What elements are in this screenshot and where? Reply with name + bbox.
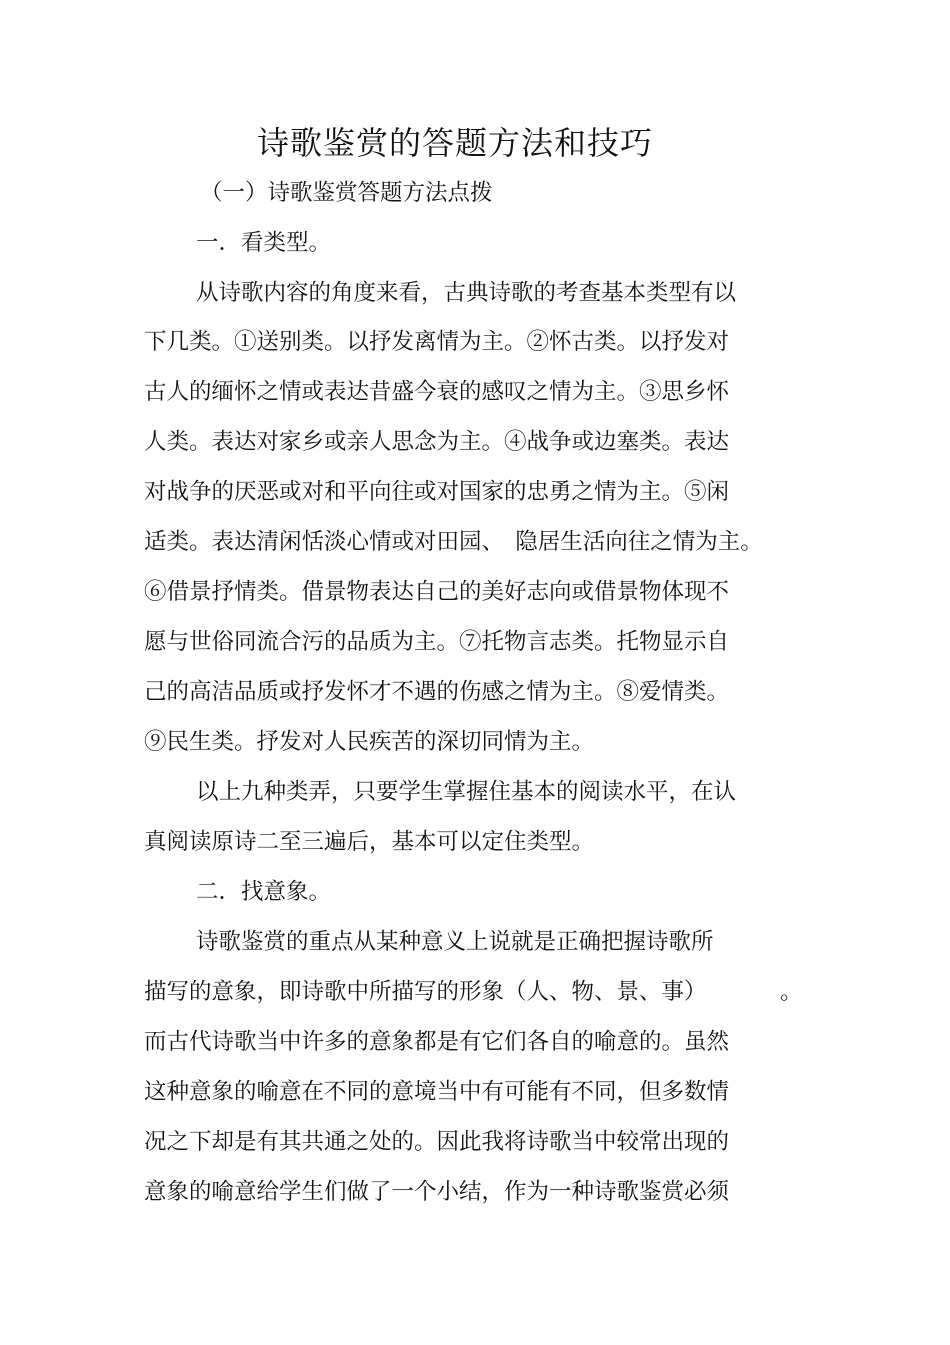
paragraph-line: ⑥借景抒情类。借景物表达自己的美好志向或借景物体现不 [144,579,730,605]
paragraph-line: 古人的缅怀之情或表达昔盛今衰的感叹之情为主。③思乡怀 [144,379,730,405]
paragraph-line: 况之下却是有其共通之处的。因此我将诗歌当中较常出现的 [144,1129,730,1155]
paragraph-line: 适类。表达清闲恬淡心情或对田园、 隐居生活向往之情为主。 [144,529,763,555]
paragraph-line: 以上九种类弄，只要学生掌握住基本的阅读水平，在认 [196,779,737,805]
paragraph-line: 人类。表达对家乡或亲人思念为主。④战争或边塞类。表达 [144,429,730,455]
paragraph-line: 愿与世俗同流合污的品质为主。⑦托物言志类。托物显示自 [144,629,730,655]
paragraph-line: ⑨民生类。抒发对人民疾苦的深切同情为主。 [144,729,595,755]
paragraph-line: 下几类。①送别类。以抒发离情为主。②怀古类。以抒发对 [144,329,730,355]
section-heading-2: 二．找意象。 [196,879,332,905]
paragraph-line: 这种意象的喻意在不同的意境当中有可能有不同，但多数情 [144,1079,730,1105]
paragraph-line: 对战争的厌恶或对和平向往或对国家的忠勇之情为主。⑤闲 [144,479,730,505]
document-title: 诗歌鉴赏的答题方法和技巧 [256,124,653,162]
section-heading-1: 一．看类型。 [196,230,332,256]
paragraph-line: 而古代诗歌当中许多的意象都是有它们各自的喻意的。虽然 [144,1029,730,1055]
paragraph-line: 从诗歌内容的角度来看，古典诗歌的考查基本类型有以 [196,280,737,306]
paragraph-line: 真阅读原诗二至三遍后，基本可以定住类型。 [144,829,595,855]
paragraph-line: 己的高洁品质或抒发怀才不遇的伤感之情为主。⑧爱情类。 [144,679,730,705]
paragraph-line: 意象的喻意给学生们做了一个小结，作为一种诗歌鉴赏必须 [144,1179,730,1205]
paragraph-line-tail: 。 [780,979,803,1005]
section-subtitle: （一）诗歌鉴赏答题方法点拨 [200,180,493,206]
paragraph-line: 描写的意象，即诗歌中所描写的形象（人、物、景、事） [144,979,707,1005]
paragraph-line: 诗歌鉴赏的重点从某种意义上说就是正确把握诗歌所 [196,929,714,955]
